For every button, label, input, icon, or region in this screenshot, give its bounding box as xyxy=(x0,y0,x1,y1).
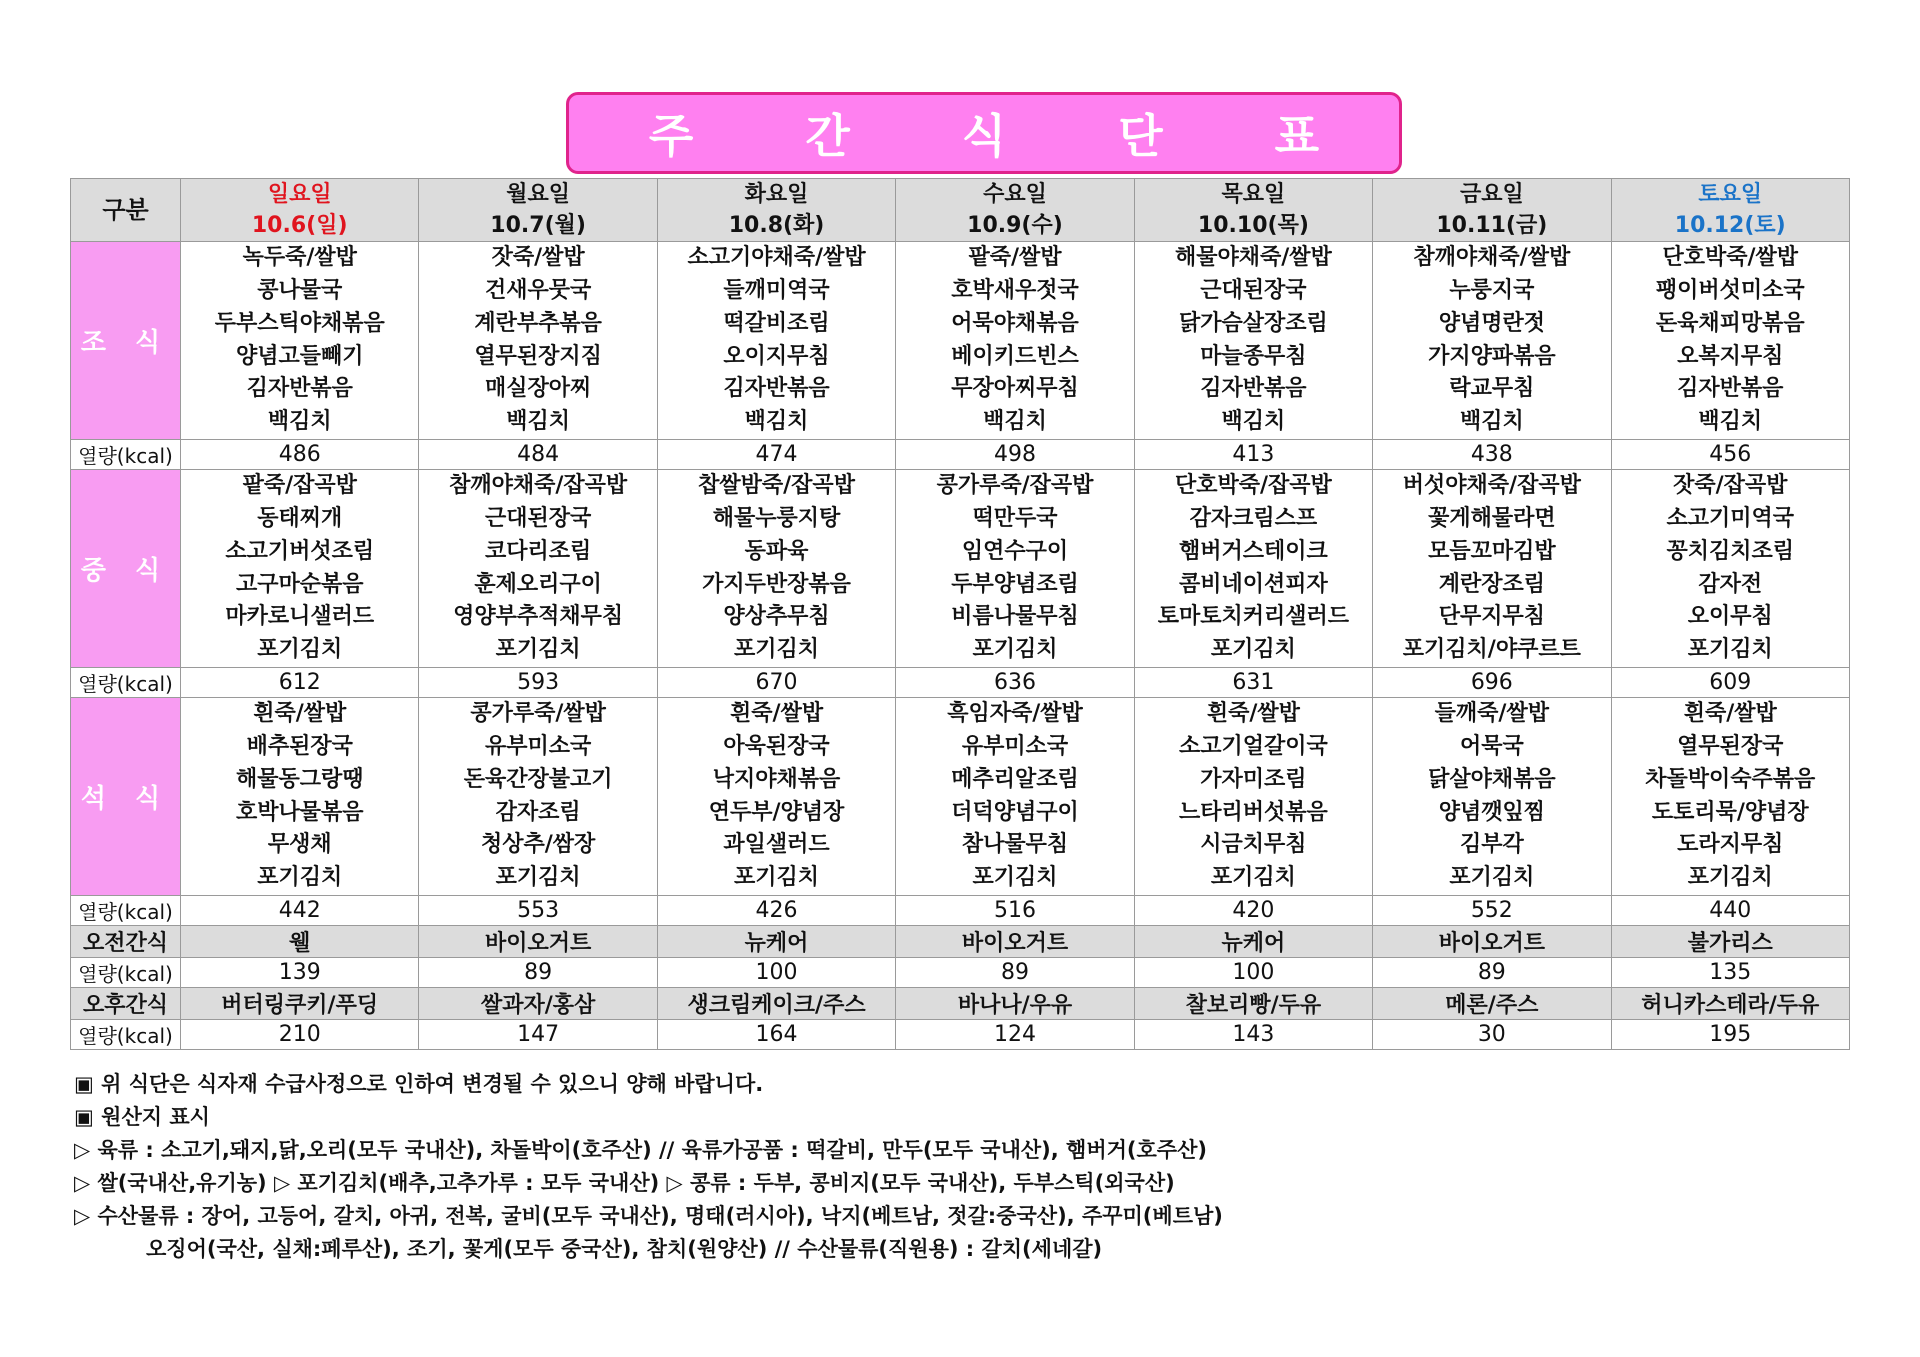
menu-item: 과일샐러드 xyxy=(723,832,830,858)
menu-cell xyxy=(419,242,657,440)
menu-item: 포기김치 xyxy=(495,865,581,891)
menu-item: 매실장아찌 xyxy=(485,376,592,402)
menu-item: 돈육채피망볶음 xyxy=(1655,310,1805,336)
kcal-value: 124 xyxy=(896,1020,1134,1050)
menu-item: 흰죽/쌀밥 xyxy=(1683,701,1777,727)
origin-meat: ▷ 육류 : 소고기,돼지,닭,오리(모두 국내산), 차돌박이(호주산) // 육류가공품 : 떡갈비, 만두(모두 국내산), 햄버거(호주산) xyxy=(74,1138,1207,1162)
meal-row xyxy=(71,242,1850,440)
weekly-menu-table xyxy=(70,178,1850,1050)
menu-item: 소고기얼갈이국 xyxy=(1179,733,1328,759)
menu-item: 배추된장국 xyxy=(246,733,353,759)
snack-item: 바이오거트 xyxy=(419,926,657,958)
menu-item: 팥죽/잡곡밥 xyxy=(242,473,357,499)
notice-line: ▣ 위 식단은 식자재 수급사정으로 인하여 변경될 수 있으니 양해 바랍니다. xyxy=(74,1072,764,1096)
menu-cell xyxy=(181,698,419,896)
day-header xyxy=(181,179,419,242)
menu-item: 아욱된장국 xyxy=(723,733,830,759)
kcal-value: 474 xyxy=(657,440,895,470)
menu-item: 어묵야채볶음 xyxy=(951,310,1079,336)
day-header xyxy=(419,179,657,242)
menu-item: 버섯야채죽/잡곡밥 xyxy=(1402,473,1581,499)
menu-item: 청상추/쌈장 xyxy=(480,832,596,858)
gubun-header: 구분 xyxy=(71,179,181,242)
snack-item: 찰보리빵/두유 xyxy=(1134,988,1372,1020)
menu-item: 백김치 xyxy=(983,409,1047,435)
kcal-value: 426 xyxy=(657,896,895,926)
menu-item: 도토리묵/양념장 xyxy=(1651,799,1809,825)
menu-cell xyxy=(181,242,419,440)
menu-item: 계란장조림 xyxy=(1438,571,1545,597)
menu-item: 마카로니샐러드 xyxy=(225,604,375,630)
kcal-row xyxy=(71,668,1850,698)
kcal-label: 열량(kcal) xyxy=(71,440,181,470)
day-date: 10.11(금) xyxy=(1436,213,1548,238)
kcal-value: 89 xyxy=(896,958,1134,988)
kcal-label: 열량(kcal) xyxy=(71,1020,181,1050)
day-header xyxy=(896,179,1134,242)
kcal-label: 열량(kcal) xyxy=(71,896,181,926)
snack-item: 웰 xyxy=(181,926,419,958)
menu-item: 임연수구이 xyxy=(961,538,1069,564)
day-date: 10.12(토) xyxy=(1674,213,1786,238)
menu-item: 찹쌀밤죽/잡곡밥 xyxy=(698,473,855,499)
menu-item: 들깨미역국 xyxy=(723,277,830,303)
day-date: 10.6(일) xyxy=(251,213,348,238)
menu-item: 해물누룽지탕 xyxy=(712,505,841,531)
kcal-value: 696 xyxy=(1373,668,1611,698)
menu-cell xyxy=(896,698,1134,896)
menu-item: 두부스틱야채볶음 xyxy=(214,310,385,336)
menu-item: 떡갈비조림 xyxy=(723,310,830,336)
kcal-row xyxy=(71,440,1850,470)
kcal-row xyxy=(71,958,1850,988)
menu-item: 콩나물국 xyxy=(257,277,343,303)
meal-row xyxy=(71,470,1850,668)
menu-item: 건새우뭇국 xyxy=(485,277,592,303)
page-title: 주 간 식 단 표 xyxy=(648,109,1368,163)
meal-label: 중 식 xyxy=(71,470,181,668)
menu-item: 돈육간장불고기 xyxy=(463,766,613,792)
menu-item: 가지양파볶음 xyxy=(1428,343,1556,369)
menu-item: 포기김치 xyxy=(734,865,820,891)
menu-cell xyxy=(1373,470,1611,668)
day-name: 목요일 xyxy=(1221,182,1286,207)
menu-item: 해물동그랑땡 xyxy=(235,766,364,792)
snack-row xyxy=(71,988,1850,1020)
title-banner xyxy=(566,92,1402,174)
menu-item: 동파육 xyxy=(744,538,809,564)
menu-item: 참깨야채죽/잡곡밥 xyxy=(449,473,628,499)
kcal-row xyxy=(71,896,1850,926)
snack-label: 오후간식 xyxy=(71,988,181,1020)
menu-item: 잣죽/쌀밥 xyxy=(491,245,585,271)
kcal-value: 486 xyxy=(181,440,419,470)
menu-cell xyxy=(657,470,895,668)
kcal-value: 413 xyxy=(1134,440,1372,470)
menu-item: 가지두반장볶음 xyxy=(702,571,851,597)
menu-item: 포기김치 xyxy=(257,637,343,663)
menu-item: 포기김치 xyxy=(495,637,581,663)
kcal-value: 30 xyxy=(1373,1020,1611,1050)
snack-item: 뉴케어 xyxy=(1134,926,1372,958)
menu-item: 포기김치 xyxy=(1449,865,1535,891)
menu-item: 포기김치 xyxy=(1210,865,1296,891)
menu-item: 포기김치 xyxy=(1687,865,1773,891)
menu-item: 팽이버섯미소국 xyxy=(1655,277,1805,303)
menu-item: 해물야채죽/쌀밥 xyxy=(1174,245,1332,271)
snack-label: 오전간식 xyxy=(71,926,181,958)
day-name: 월요일 xyxy=(506,182,571,207)
kcal-value: 670 xyxy=(657,668,895,698)
menu-item: 햄버거스테이크 xyxy=(1179,538,1328,564)
menu-item: 김자반볶음 xyxy=(246,376,353,402)
menu-item: 느타리버섯볶음 xyxy=(1179,799,1328,825)
kcal-value: 135 xyxy=(1611,958,1849,988)
menu-item: 포기김치 xyxy=(972,637,1058,663)
day-name: 금요일 xyxy=(1459,182,1524,207)
kcal-value: 89 xyxy=(419,958,657,988)
menu-item: 김자반볶음 xyxy=(1200,376,1307,402)
kcal-value: 438 xyxy=(1373,440,1611,470)
snack-item: 뉴케어 xyxy=(657,926,895,958)
menu-item: 흰죽/쌀밥 xyxy=(1206,701,1300,727)
menu-item: 무장아찌무침 xyxy=(951,376,1079,402)
menu-item: 김자반볶음 xyxy=(1677,376,1784,402)
kcal-row xyxy=(71,1020,1850,1050)
day-name: 화요일 xyxy=(744,182,809,207)
kcal-value: 100 xyxy=(1134,958,1372,988)
day-header xyxy=(1611,179,1849,242)
kcal-value: 440 xyxy=(1611,896,1849,926)
menu-item: 들깨죽/쌀밥 xyxy=(1434,701,1549,727)
menu-item: 낙지야채볶음 xyxy=(712,766,841,792)
menu-item: 양념고들빼기 xyxy=(235,343,364,369)
menu-item: 호박새우젓국 xyxy=(951,277,1079,303)
menu-item: 두부양념조림 xyxy=(951,571,1079,597)
menu-item: 양념깻잎찜 xyxy=(1438,799,1545,825)
menu-item: 어묵국 xyxy=(1459,733,1524,759)
menu-item: 꽁치김치조림 xyxy=(1666,538,1795,564)
snack-row xyxy=(71,926,1850,958)
snack-item: 생크림케이크/주스 xyxy=(657,988,895,1020)
kcal-value: 593 xyxy=(419,668,657,698)
menu-item: 오이무침 xyxy=(1687,604,1773,630)
day-header xyxy=(1134,179,1372,242)
menu-item: 콩가루죽/잡곡밥 xyxy=(936,473,1094,499)
menu-item: 김부각 xyxy=(1459,832,1524,858)
menu-item: 팥죽/쌀밥 xyxy=(968,245,1062,271)
snack-item: 바이오거트 xyxy=(896,926,1134,958)
snack-item: 메론/주스 xyxy=(1373,988,1611,1020)
menu-item: 더덕양념구이 xyxy=(951,799,1079,825)
menu-item: 오이지무침 xyxy=(723,343,830,369)
menu-cell xyxy=(1373,698,1611,896)
menu-item: 흑임자죽/쌀밥 xyxy=(947,701,1083,727)
menu-item: 영양부추적채무침 xyxy=(453,604,624,630)
kcal-value: 139 xyxy=(181,958,419,988)
menu-item: 백김치 xyxy=(1698,409,1763,435)
kcal-label: 열량(kcal) xyxy=(71,668,181,698)
menu-item: 메추리알조림 xyxy=(951,766,1079,792)
menu-item: 근대된장국 xyxy=(1200,277,1307,303)
menu-cell xyxy=(1611,242,1849,440)
kcal-value: 143 xyxy=(1134,1020,1372,1050)
kcal-value: 552 xyxy=(1373,896,1611,926)
menu-cell xyxy=(657,242,895,440)
menu-item: 열무된장국 xyxy=(1677,733,1784,759)
menu-item: 닭가슴살장조림 xyxy=(1179,310,1328,336)
kcal-value: 210 xyxy=(181,1020,419,1050)
menu-item: 오복지무침 xyxy=(1677,343,1784,369)
menu-cell xyxy=(657,698,895,896)
menu-item: 연두부/양념장 xyxy=(708,799,845,825)
menu-item: 소고기버섯조림 xyxy=(225,538,375,564)
menu-item: 콩가루죽/쌀밥 xyxy=(470,701,606,727)
menu-item: 콤비네이션피자 xyxy=(1179,571,1328,597)
kcal-value: 456 xyxy=(1611,440,1849,470)
kcal-value: 442 xyxy=(181,896,419,926)
menu-item: 녹두죽/쌀밥 xyxy=(242,245,357,271)
menu-item: 참깨야채죽/쌀밥 xyxy=(1413,245,1571,271)
menu-item: 무생채 xyxy=(267,832,332,858)
kcal-value: 498 xyxy=(896,440,1134,470)
menu-item: 떡만두국 xyxy=(972,505,1058,531)
menu-item: 고구마순볶음 xyxy=(235,571,364,597)
menu-item: 흰죽/쌀밥 xyxy=(253,701,347,727)
menu-cell xyxy=(1134,698,1372,896)
menu-item: 동태찌개 xyxy=(257,505,343,531)
snack-item: 허니카스테라/두유 xyxy=(1611,988,1849,1020)
menu-item: 베이키드빈스 xyxy=(951,343,1079,369)
menu-item: 도라지무침 xyxy=(1677,832,1784,858)
menu-item: 소고기미역국 xyxy=(1666,505,1795,531)
menu-item: 모듬꼬마김밥 xyxy=(1428,538,1556,564)
day-date: 10.10(목) xyxy=(1197,213,1309,238)
menu-cell xyxy=(896,470,1134,668)
menu-item: 비름나물무침 xyxy=(951,604,1079,630)
kcal-value: 164 xyxy=(657,1020,895,1050)
snack-item: 쌀과자/홍삼 xyxy=(419,988,657,1020)
menu-item: 계란부추볶음 xyxy=(474,310,602,336)
menu-item: 포기김치 xyxy=(734,637,820,663)
menu-item: 백김치 xyxy=(267,409,332,435)
day-name: 토요일 xyxy=(1698,182,1763,207)
snack-item: 바이오거트 xyxy=(1373,926,1611,958)
menu-item: 호박나물볶음 xyxy=(235,799,364,825)
origin-heading: ▣ 원산지 표시 xyxy=(74,1105,210,1129)
menu-item: 단호박죽/쌀밥 xyxy=(1662,245,1799,271)
menu-item: 백김치 xyxy=(1221,409,1286,435)
menu-cell xyxy=(181,470,419,668)
menu-item: 포기김치/야쿠르트 xyxy=(1402,637,1581,663)
menu-item: 흰죽/쌀밥 xyxy=(730,701,824,727)
notes-section xyxy=(74,1068,1854,1266)
menu-item: 근대된장국 xyxy=(485,505,592,531)
menu-item: 백김치 xyxy=(1459,409,1524,435)
menu-item: 감자크림스프 xyxy=(1189,505,1318,531)
kcal-value: 612 xyxy=(181,668,419,698)
meal-label: 석 식 xyxy=(71,698,181,896)
menu-item: 열무된장지짐 xyxy=(474,343,602,369)
menu-item: 차돌박이숙주볶음 xyxy=(1645,766,1816,792)
menu-item: 양상추무침 xyxy=(723,604,830,630)
menu-item: 닭살야채볶음 xyxy=(1428,766,1556,792)
kcal-value: 484 xyxy=(419,440,657,470)
menu-item: 포기김치 xyxy=(1687,637,1773,663)
menu-item: 락교무침 xyxy=(1449,376,1535,402)
menu-cell xyxy=(419,698,657,896)
header-row xyxy=(71,179,1850,242)
kcal-value: 609 xyxy=(1611,668,1849,698)
kcal-value: 195 xyxy=(1611,1020,1849,1050)
menu-item: 소고기야채죽/쌀밥 xyxy=(687,245,866,271)
kcal-value: 516 xyxy=(896,896,1134,926)
menu-item: 포기김치 xyxy=(1210,637,1296,663)
menu-item: 잣죽/잡곡밥 xyxy=(1673,473,1788,499)
menu-item: 시금치무침 xyxy=(1200,832,1307,858)
day-date: 10.8(화) xyxy=(728,213,825,238)
menu-item: 백김치 xyxy=(506,409,571,435)
meal-row xyxy=(71,698,1850,896)
day-date: 10.7(월) xyxy=(490,213,586,238)
day-name: 수요일 xyxy=(983,182,1047,207)
menu-item: 단호박죽/잡곡밥 xyxy=(1174,473,1332,499)
snack-item: 버터링쿠키/푸딩 xyxy=(181,988,419,1020)
menu-cell xyxy=(896,242,1134,440)
menu-item: 김자반볶음 xyxy=(723,376,830,402)
menu-item: 포기김치 xyxy=(972,865,1058,891)
kcal-value: 420 xyxy=(1134,896,1372,926)
day-name: 일요일 xyxy=(267,182,332,207)
kcal-value: 100 xyxy=(657,958,895,988)
snack-item: 불가리스 xyxy=(1611,926,1849,958)
kcal-value: 631 xyxy=(1134,668,1372,698)
menu-item: 유부미소국 xyxy=(485,733,592,759)
menu-cell xyxy=(1134,470,1372,668)
menu-cell xyxy=(1373,242,1611,440)
day-header xyxy=(1373,179,1611,242)
origin-rice-kimchi-beans: ▷ 쌀(국내산,유기농) ▷ 포기김치(배추,고추가루 : 모두 국내산) ▷ 콩류 : 두부, 콩비지(모두 국내산), 두부스틱(외국산) xyxy=(74,1171,1175,1195)
menu-item: 마늘종무침 xyxy=(1200,343,1307,369)
kcal-label: 열량(kcal) xyxy=(71,958,181,988)
origin-seafood-cont: 오징어(국산, 실채:페루산), 조기, 꽃게(모두 중국산), 참치(원양산) // 수산물류(직원용) : 갈치(세네갈) xyxy=(146,1237,1103,1261)
kcal-value: 553 xyxy=(419,896,657,926)
menu-item: 토마토치커리샐러드 xyxy=(1157,604,1350,630)
menu-item: 양념명란젓 xyxy=(1438,310,1545,336)
day-date: 10.9(수) xyxy=(967,213,1063,238)
menu-item: 가자미조림 xyxy=(1200,766,1307,792)
menu-cell xyxy=(419,470,657,668)
menu-item: 포기김치 xyxy=(257,865,343,891)
menu-cell xyxy=(1134,242,1372,440)
menu-item: 감자전 xyxy=(1698,571,1763,597)
menu-item: 참나물무침 xyxy=(961,832,1069,858)
menu-item: 백김치 xyxy=(744,409,809,435)
snack-item: 바나나/우유 xyxy=(896,988,1134,1020)
menu-item: 유부미소국 xyxy=(961,733,1069,759)
menu-item: 감자조림 xyxy=(495,799,581,825)
menu-item: 누룽지국 xyxy=(1449,277,1535,303)
menu-cell xyxy=(1611,698,1849,896)
kcal-value: 89 xyxy=(1373,958,1611,988)
meal-label: 조 식 xyxy=(71,242,181,440)
menu-item: 코다리조림 xyxy=(485,538,592,564)
day-header xyxy=(657,179,895,242)
menu-cell xyxy=(1611,470,1849,668)
menu-item: 훈제오리구이 xyxy=(474,571,602,597)
kcal-value: 147 xyxy=(419,1020,657,1050)
menu-item: 꽃게해물라면 xyxy=(1428,505,1556,531)
menu-item: 단무지무침 xyxy=(1438,604,1545,630)
kcal-value: 636 xyxy=(896,668,1134,698)
origin-seafood: ▷ 수산물류 : 장어, 고등어, 갈치, 아귀, 전복, 굴비(모두 국내산), 명태(러시아), 낙지(베트남, 젓갈:중국산), 주꾸미(베트남) xyxy=(74,1204,1223,1228)
